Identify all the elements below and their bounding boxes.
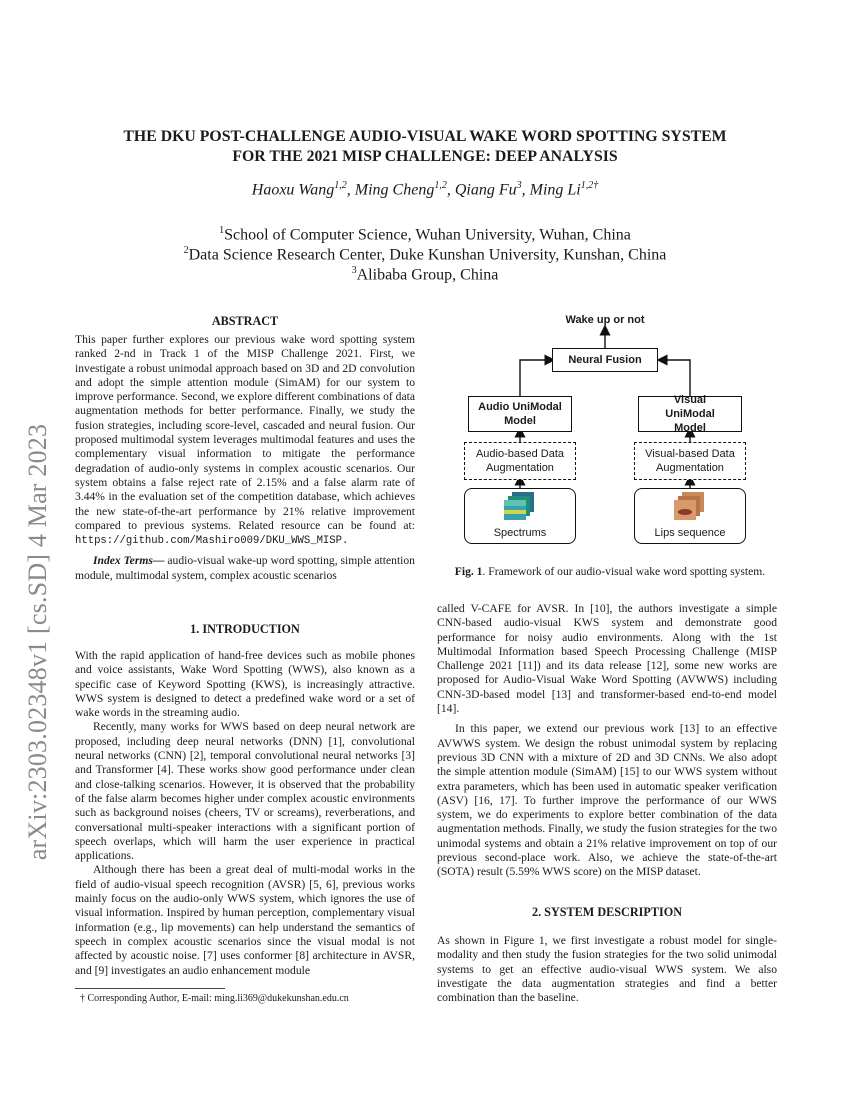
arxiv-sidebar — [0, 0, 60, 1100]
affiliation-text: Data Science Research Center, Duke Kunshan University, Kunshan, China — [188, 246, 667, 264]
right-column — [437, 602, 777, 880]
author-affil-sup: 3 — [516, 180, 522, 191]
resource-url[interactable]: https://github.com/Mashiro009/DKU_WWS_MISP. — [75, 535, 349, 548]
index-terms — [75, 554, 415, 583]
system-description-heading: 2. SYSTEM DESCRIPTION — [531, 905, 682, 919]
intro-paragraph-2: Recently, many works for WWS based on deep neural network are proposed, including deep neural networks (DNN) [1], convolutional neural networks (CNN) [2], temporal convolutional neural networks [3] and Transformer [4]. These works show good performance under clean and close-talking scenarios. However, it is observed that the probability of the false alarm becomes higher under complex acoustic environments such as background noises (cheers, TV or screams), reverberations, and conversational multi-speaker interactions with a significant portion of speech overlaps, which will harm the user experience in practical applications. — [75, 720, 415, 863]
affiliation-text: School of Computer Science, Wuhan University, Wuhan, China — [224, 226, 631, 244]
intro-heading: 1. INTRODUCTION — [190, 622, 300, 636]
figure-1 — [440, 308, 770, 553]
affiliation-text: Alibaba Group, China — [356, 266, 499, 284]
right-paragraph-2: In this paper, we extend our previous work [13] to an effective AVWWS system. We design the robust unimodal system by replacing previous 3D CNN with a mixture of 2D and 3D CNNs. We also adopt the simple attention module (SimAM) [15] to our WWS system without extra parameters, which has been used in automatic speaker verification (ASV) [16, 17]. To further improve the performance of our WWS system, we do experiments to explore better combination of the data augmentation methods. Finally, we study the fusion strategies for the two unimodal systems and obtain a 21% relative improvement on top of our previous second-place work. Also, we achieve the state-of-the-art (SOTA) result (5.59% WWS score) on the MISP dataset. — [437, 722, 777, 879]
left-column — [75, 333, 415, 583]
audio-unimodal-box — [468, 396, 572, 432]
figure-caption — [440, 565, 780, 578]
lips-thumbnail-icon — [672, 492, 708, 522]
visual-unimodal-box — [638, 396, 742, 432]
arxiv-identifier: arXiv:2303.02348v1 [cs.SD] 4 Mar 2023 — [23, 423, 52, 861]
author-sep: , — [521, 181, 530, 199]
audio-augmentation-label: Audio-based Data Augmentation — [475, 448, 565, 474]
affiliation-3 — [75, 261, 775, 285]
abstract-body — [75, 333, 415, 548]
author-affil-sup: 1,2 — [434, 180, 447, 191]
neural-fusion-box — [552, 348, 658, 372]
author-affil-sup: 1,2 — [334, 180, 347, 191]
footnote: † Corresponding Author, E-mail: ming.li369@dukekunshan.edu.cn — [80, 993, 349, 1004]
author-name: Qiang Fu — [454, 181, 517, 199]
figure-output-label: Wake up or not — [565, 314, 645, 326]
abstract-text: This paper further explores our previous wake word spotting system ranked 2-nd in Track 1 of the MISP Challenge 2021. First, we investigate a robust unimodal approach based on 3D and 2D convolution and adopt the simple attention module (SimAM) for our system to improve performance. Second, we explore different combinations of data augmentation methods for better performance. Finally, we study the fusion strategies, including score-level, cascaded and neural fusion. Our proposed multimodal system leverages multimodal features and uses the complementary visual information to mitigate the performance degradation of audio-only systems in complex acoustic scenarios. Our system obtains a false reject rate of 2.15% and a false alarm rate of 3.44% in the evaluation set of the competition database, which achieves the new state-of-the-art performance by 21% relative improvement compared to previous systems. Related resource can be found at: — [75, 333, 415, 532]
paper-title — [75, 127, 775, 167]
system-description-body — [437, 934, 777, 1005]
visual-input-label: Lips sequence — [654, 527, 726, 539]
title-line-1: THE DKU POST-CHALLENGE AUDIO-VISUAL WAKE WORD SPOTTING SYSTEM — [123, 128, 727, 145]
neural-fusion-label: Neural Fusion — [568, 354, 642, 366]
author-name: Ming Li — [529, 181, 581, 199]
spectrum-thumbnail-icon — [502, 492, 538, 522]
visual-unimodal-label: Visual UniModal Model — [665, 394, 715, 434]
audio-unimodal-label: Audio UniModal Model — [478, 401, 562, 427]
title-line-2: FOR THE 2021 MISP CHALLENGE: DEEP ANALYSIS — [232, 148, 618, 165]
intro-paragraph-1: With the rapid application of hand-free devices such as mobile phones and voice assistants, Wake Word Spotting (WWS), also known as a specific case of Keyword Spotting (KWS), is increasingly attractive. WWS system is designed to detect a predefined wake word or a set of wake words in the streaming audio. — [75, 649, 415, 720]
visual-augmentation-label: Visual-based Data Augmentation — [645, 448, 735, 474]
intro-paragraph-3: Although there has been a great deal of multi-modal works in the field of audio-visual speech recognition (AVSR) [5, 6], previous works mainly focus on the audio-only WWS system, which ignores the use of visual information. Inspired by human perception, complementary visual information (e.g., lip movements) can help understand the semantics of speech in complex acoustic scenarios since the visual modal is not affected by acoustic noise. [7] uses conformer [8] architecture in AVSR, and [9] investigates an audio enhancement module — [75, 863, 415, 977]
affiliation-sup: 1 — [219, 225, 225, 236]
author-list — [75, 180, 775, 199]
author-name: Ming Cheng — [354, 181, 435, 199]
audio-augmentation-box — [464, 442, 576, 480]
intro-body — [75, 649, 415, 978]
footnote-rule — [75, 988, 225, 989]
figure-caption-label: Fig. 1 — [454, 565, 483, 578]
author-sep: , — [346, 181, 355, 199]
visual-augmentation-box — [634, 442, 746, 480]
author-affil-sup: 1,2† — [580, 180, 599, 191]
author-name: Haoxu Wang — [251, 181, 335, 199]
right-paragraph-1: called V-CAFE for AVSR. In [10], the authors investigate a simple CNN-based audio-visual KWS system and demonstrate good performance for noisy audio environments. Along with the 1st Multimodal Information based Speech Processing Challenge (MISP Challenge 2021 [11]) and its data release [12], some new works are proposed for Audio-Visual Wake Word Spotting (AVWWS) including CNN-3D-based model [13] and transformer-based end-to-end model [14]. — [437, 602, 777, 716]
figure-caption-text: . Framework of our audio-visual wake word spotting system. — [482, 565, 766, 578]
index-terms-label: Index Terms— — [93, 554, 165, 568]
audio-input-label: Spectrums — [493, 527, 547, 539]
index-terms-text: audio-visual wake-up word spotting, simple attention module, multimodal system, complex acoustic scenarios — [75, 554, 415, 582]
affiliation-sup: 3 — [351, 265, 357, 276]
abstract-heading: ABSTRACT — [211, 314, 279, 328]
system-description-paragraph: As shown in Figure 1, we first investigate a robust model for single-modality and then study the fusion strategies for the two solid unimodal systems to get an effective audio-visual WWS system. We also investigate the data augmentation strategies and find a better combination than the baseline. — [437, 934, 777, 1005]
affiliation-sup: 2 — [183, 245, 189, 256]
author-sep: , — [446, 181, 455, 199]
